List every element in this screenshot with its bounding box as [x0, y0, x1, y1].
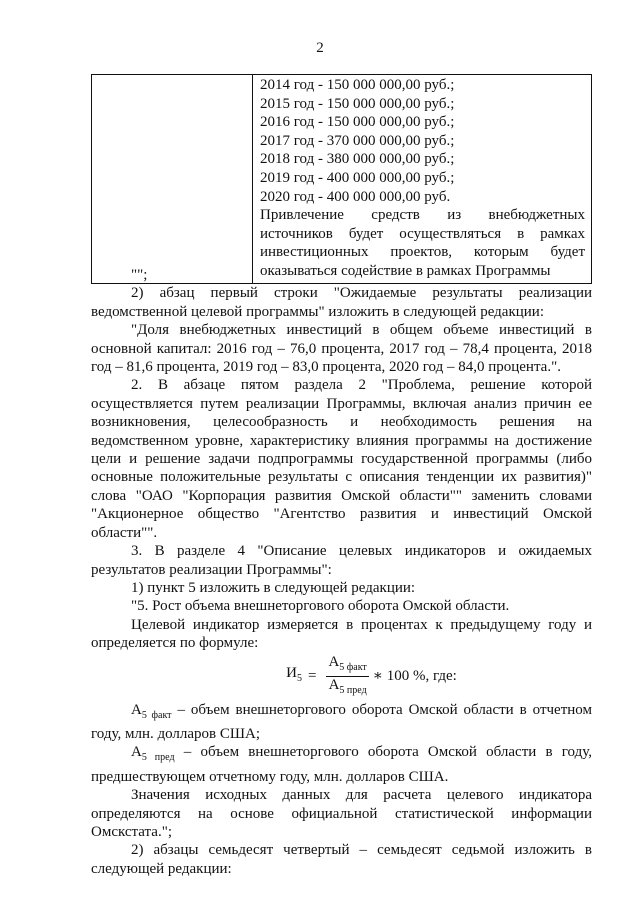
extrabudget-line-3: инвестиционных проектов, которым будет [260, 244, 585, 261]
program-table-continuation [91, 74, 592, 284]
formula [151, 655, 592, 699]
paragraph-item-2-abzacy: 2) абзацы семьдесят четвертый – семьдесят седьмой изложить в следующей редакции: [91, 842, 592, 877]
formula-lhs: $И_5$ [286, 665, 302, 685]
formula-denominator: $А_{5 пред}$ [328, 677, 367, 697]
paragraph-item-2: 2) абзац первый строки "Ожидаемые результаты реализации ведомственной целевой программы" изложить в следующей редакции: [91, 285, 592, 320]
table-cell-empty [92, 75, 253, 284]
paragraph-share-quote: "Доля внебюджетных инвестиций в общем объеме инвестиций в основной капитал: 2016 год – 76,0 процента, 2017 год – 78,4 процента, 2018 год – 81,6 процента, 2019 год – 83,0 процента, 2020 год – 84,0 процента.". [91, 322, 592, 376]
paragraph-indicator-title: "5. Рост объема внешнеторгового оборота Омской области. [131, 598, 510, 615]
paragraph-point-5: 1) пункт 5 изложить в следующей редакции: [131, 579, 416, 596]
funding-line-2019: 2019 год - 400 000 000,00 руб.; [260, 169, 455, 186]
funding-line-2017: 2017 год - 370 000 000,00 руб.; [260, 132, 455, 149]
paragraph-section-2: 2. В абзаце пятом раздела 2 "Проблема, решение которой осуществляется путем реализации Программы, включая анализ причин ее возникновения, целесообразность и необходимость решения на ведомственном уровне, характеристику влияния программы на достижение цели и решение задачи подпрограммы государственной программы (либо основные положительные результаты с описания тенденции их развития)" слова "ОАО "Корпорация развития Омской области"" заменить словами "Акционерное общество "Агентство развития и инвестиций Омской области"". [91, 377, 592, 541]
formula-numerator: $А_{5 факт}$ [326, 654, 368, 677]
paragraph-source-data: Значения исходных данных для расчета целевого индикатора определяются на основе официальной статистической информации Омскстата."; [91, 787, 592, 840]
funding-line-2018: 2018 год - 380 000 000,00 руб.; [260, 151, 455, 168]
extrabudget-line-2: источников будет осуществляться в рамках [260, 225, 585, 242]
table-cell-funding [253, 75, 592, 284]
formula-fraction [326, 654, 368, 699]
paragraph-section-4: 3. В разделе 4 "Описание целевых индикаторов и ожидаемых результатов реализации Программы": [91, 543, 592, 578]
funding-line-2016: 2016 год - 150 000 000,00 руб.; [260, 114, 455, 131]
page-number: 2 [316, 40, 324, 56]
extrabudget-line-1: Привлечение средств из внебюджетных [260, 207, 585, 224]
closing-quote: ""; [131, 267, 148, 283]
document-body [91, 266, 592, 878]
definition-prev: $А_{5 пред}$ – объем внешнеторгового оборота Омской области в году, предшествующем отчетному году, млн. долларов США. [91, 744, 592, 785]
formula-equals: = [307, 668, 317, 685]
funding-line-2014: 2014 год - 150 000 000,00 руб.; [260, 77, 455, 93]
definition-fact: $А_{5 факт}$ – объем внешнеторгового оборота Омской области в отчетном году, млн. долларов США; [91, 701, 592, 742]
funding-line-2015: 2015 год - 150 000 000,00 руб.; [260, 95, 455, 112]
extrabudget-line-4: оказываться содействие в рамках Программы [260, 262, 551, 279]
paragraph-indicator-desc: Целевой индикатор измеряется в процентах к предыдущему году и определяется по формуле: [91, 616, 592, 652]
formula-tail: ∗ 100 %, где: [372, 668, 457, 685]
funding-line-2020: 2020 год - 400 000 000,00 руб. [260, 188, 451, 205]
